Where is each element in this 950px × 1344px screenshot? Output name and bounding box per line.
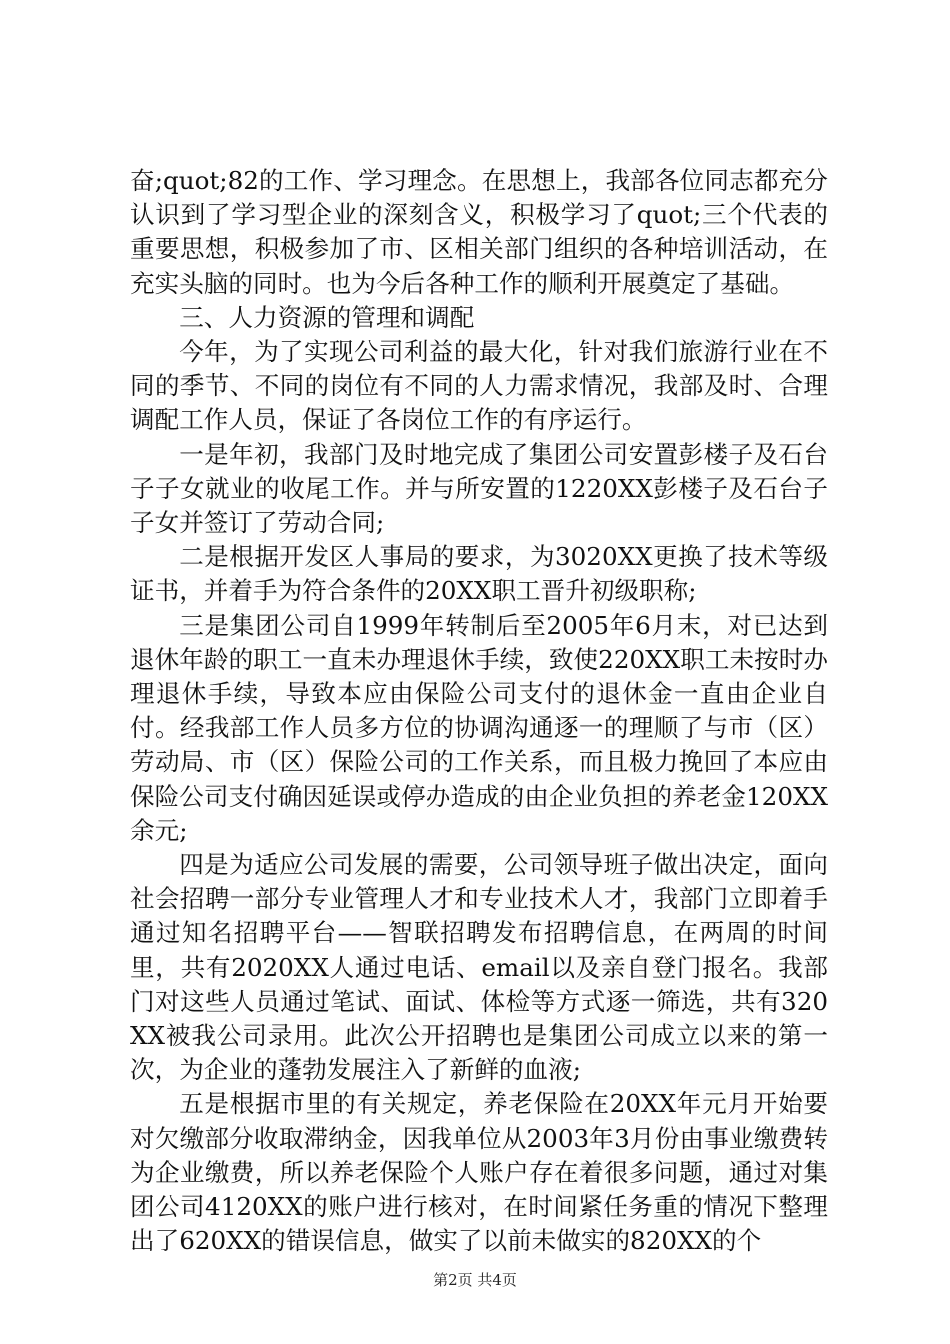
paragraph: 五是根据市里的有关规定，养老保险在20XX年元月开始要对欠缴部分收取滞纳金，因我单位从2003年3月份由事业缴费转为企业缴费，所以养老保险个人账户存在着很多问题，通过对集团公司4120XX的账户进行核对，在时间紧任务重的情况下整理出了620XX的错误信息，做实了以前未做实的820XX的个 xyxy=(130,1089,828,1256)
page-number-footer: 第2页 共4页 xyxy=(433,1271,517,1289)
paragraph: 一是年初，我部门及时地完成了集团公司安置彭楼子及石台子子女就业的收尾工作。并与所安置的1220XX彭楼子及石台子子女并签订了劳动合同; xyxy=(130,439,828,538)
paragraph-continuation: 奋;quot;82的工作、学习理念。在思想上，我部各位同志都充分认识到了学习型企业的深刻含义，积极学习了quot;三个代表的重要思想，积极参加了市、区相关部门组织的各种培训活动，在充实头脑的同时。也为今后各种工作的顺利开展奠定了基础。 xyxy=(130,166,828,298)
paragraph: 四是为适应公司发展的需要，公司领导班子做出决定，面向社会招聘一部分专业管理人才和专业技术人才，我部门立即着手通过知名招聘平台——智联招聘发布招聘信息，在两周的时间里，共有2020XX人通过电话、email以及亲自登门报名。我部门对这些人员通过笔试、面试、体检等方式逐一筛选，共有320XX被我公司录用。此次公开招聘也是集团公司成立以来的第一次，为企业的蓬勃发展注入了新鲜的血液; xyxy=(130,850,828,1085)
paragraph: 二是根据开发区人事局的要求，为3020XX更换了技术等级证书，并着手为符合条件的20XX职工晋升初级职称; xyxy=(130,542,828,606)
paragraph: 今年，为了实现公司利益的最大化，针对我们旅游行业在不同的季节、不同的岗位有不同的人力需求情况，我部及时、合理调配工作人员，保证了各岗位工作的有序运行。 xyxy=(130,337,828,435)
section-heading: 三、人力资源的管理和调配 xyxy=(179,302,475,332)
document-body xyxy=(130,164,828,1259)
paragraph: 三是集团公司自1999年转制后至2005年6月末，对已达到退休年龄的职工一直未办理退休手续，致使220XX职工未按时办理退休手续，导致本应由保险公司支付的退休金一直由企业自付。经我部工作人员多方位的协调沟通逐一的理顺了与市（区）劳动局、市（区）保险公司的工作关系，而且极力挽回了本应由保险公司支付确因延误或停办造成的由企业负担的养老金120XX余元; xyxy=(130,610,828,845)
